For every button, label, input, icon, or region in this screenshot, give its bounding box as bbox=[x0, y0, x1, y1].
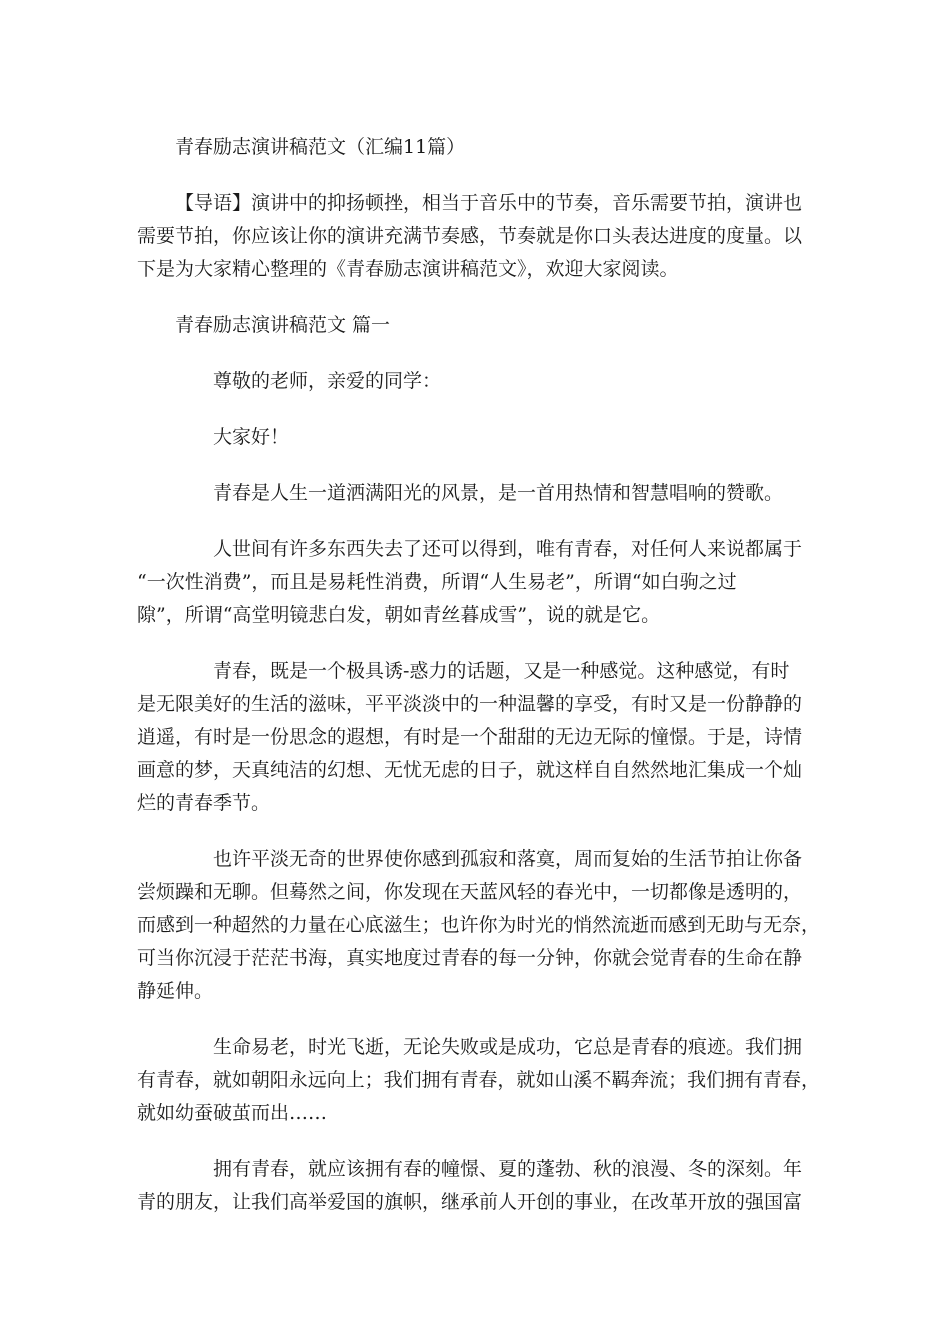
paragraph-line: 青春是人生一道洒满阳光的风景，是一首用热情和智慧唱响的赞歌。 bbox=[213, 482, 784, 504]
paragraph-line: 青的朋友，让我们高举爱国的旗帜，继承前人开创的事业，在改革开放的强国富 bbox=[137, 1191, 803, 1213]
paragraph-line: 可当你沉浸于茫茫书海，真实地度过青春的每一分钟，你就会觉青春的生命在静 bbox=[137, 947, 803, 969]
paragraph-line: 人世间有许多东西失去了还可以得到，唯有青春，对任何人来说都属于 bbox=[213, 538, 803, 560]
paragraph-line: 隙”，所谓“高堂明镜悲白发，朝如青丝暮成雪”，说的就是它。 bbox=[137, 604, 661, 626]
intro-line: 需要节拍，你应该让你的演讲充满节奏感，节奏就是你口头表达进度的度量。以 bbox=[137, 225, 803, 247]
paragraph-line: 拥有青春，就应该拥有春的幢憬、夏的蓬勃、秋的浪漫、冬的深刻。年 bbox=[213, 1158, 803, 1180]
paragraph-line: 静延伸。 bbox=[137, 980, 214, 1002]
paragraph-line: 是无限美好的生活的滋味，平平淡淡中的一种温馨的享受，有时又是一份静静的 bbox=[137, 693, 803, 715]
section-heading: 青春励志演讲稿范文 篇一 bbox=[175, 314, 391, 336]
document-title: 青春励志演讲稿范文（汇编11篇） bbox=[175, 136, 466, 158]
intro-line: 【导语】演讲中的抑扬顿挫，相当于音乐中的节奏，音乐需要节拍，演讲也 bbox=[175, 192, 803, 214]
paragraph-line: 青春，既是一个极具诱-惑力的话题，又是一种感觉。这种感觉，有时 bbox=[213, 660, 790, 682]
greeting: 尊敬的老师，亲爱的同学： bbox=[213, 370, 442, 392]
paragraph-line: 尝烦躁和无聊。但蓦然之间，你发现在天蓝风轻的春光中，一切都像是透明的， bbox=[137, 881, 803, 903]
paragraph-line: 画意的梦，天真纯洁的幻想、无忧无虑的日子，就这样自自然然地汇集成一个灿 bbox=[137, 759, 803, 781]
paragraph-line: 烂的青春季节。 bbox=[137, 792, 271, 814]
paragraph-line: 有青春，就如朝阳永远向上；我们拥有青春，就如山溪不羁奔流；我们拥有青春， bbox=[137, 1069, 820, 1091]
paragraph-line: 就如幼蚕破茧而出…… bbox=[137, 1102, 328, 1124]
paragraph-line: “一次性消费”，而且是易耗性消费，所谓“人生易老”，所谓“如白驹之过 bbox=[137, 571, 737, 593]
intro-line: 下是为大家精心整理的《青春励志演讲稿范文》，欢迎大家阅读。 bbox=[137, 258, 679, 280]
paragraph-line: 逍遥，有时是一份思念的遐想，有时是一个甜甜的无边无际的憧憬。于是，诗情 bbox=[137, 726, 803, 748]
paragraph-line: 而感到一种超然的力量在心底滋生；也许你为时光的悄然流逝而感到无助与无奈， bbox=[137, 914, 820, 936]
paragraph-line: 生命易老，时光飞逝，无论失败或是成功，它总是青春的痕迹。我们拥 bbox=[213, 1036, 803, 1058]
hello: 大家好！ bbox=[213, 426, 290, 448]
paragraph-line: 也许平淡无奇的世界使你感到孤寂和落寞，周而复始的生活节拍让你备 bbox=[213, 848, 803, 870]
